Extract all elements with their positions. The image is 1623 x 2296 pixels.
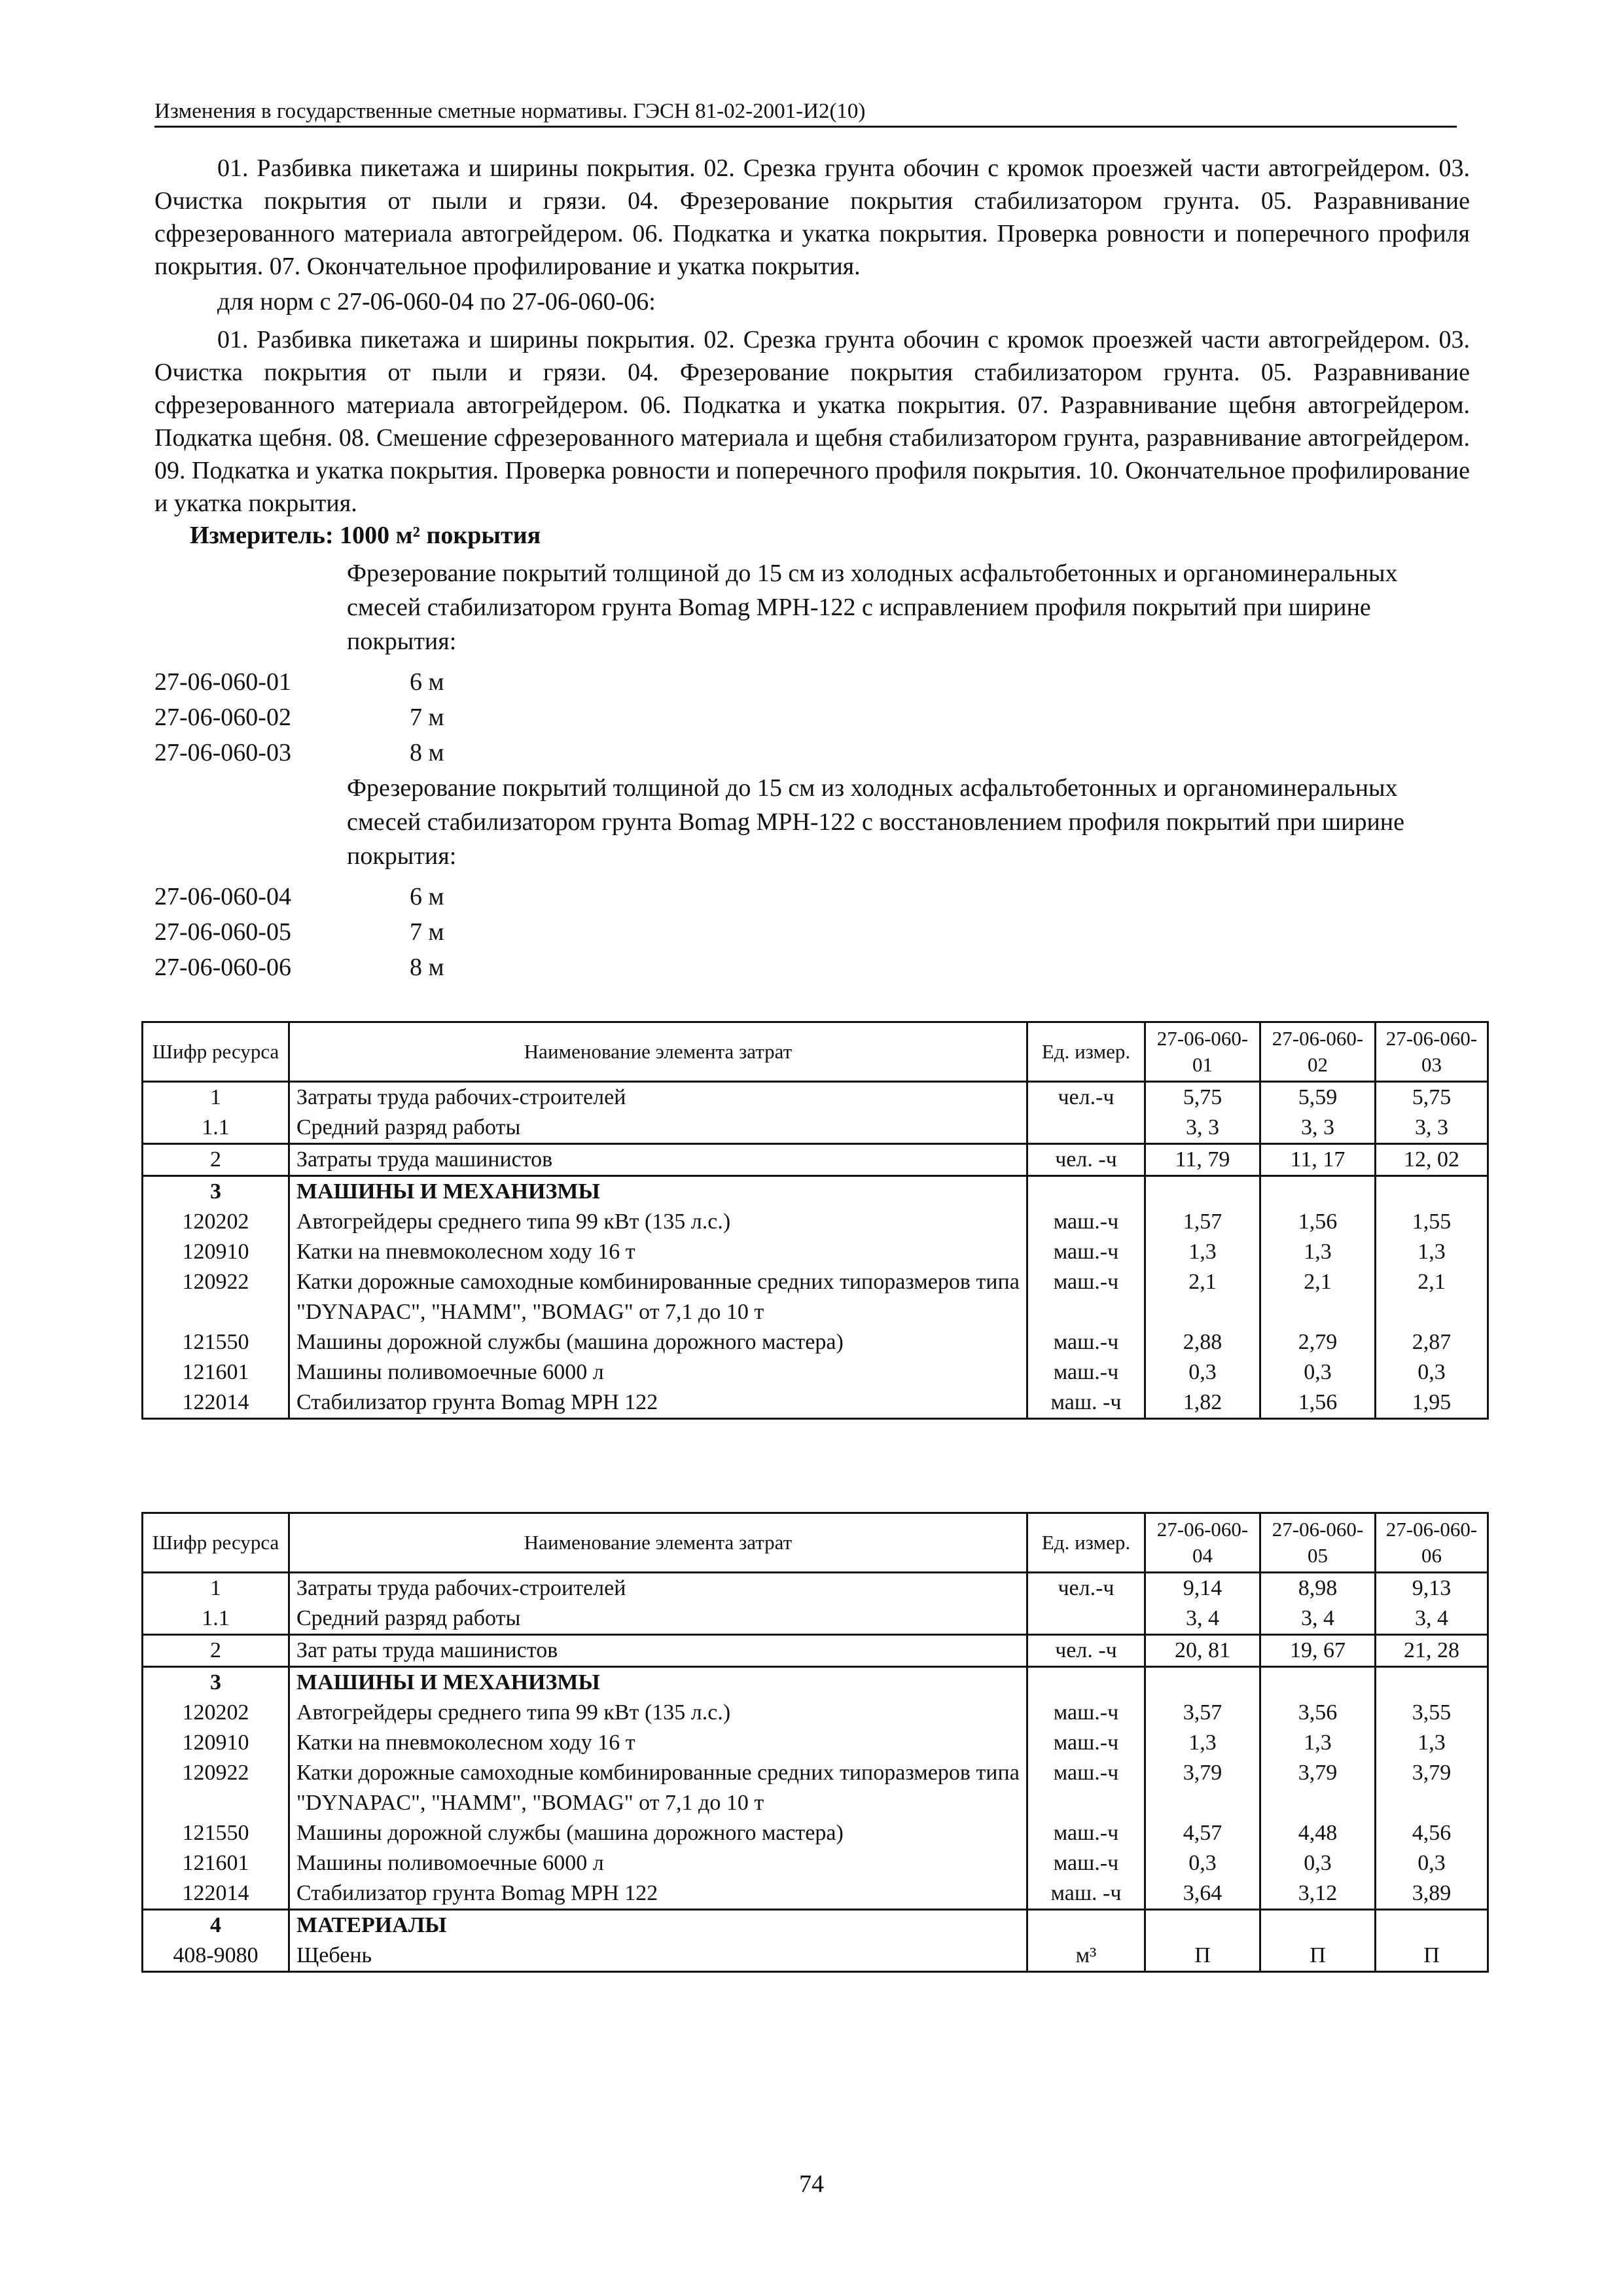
resource-value <box>1260 1176 1376 1208</box>
resource-value <box>1145 1176 1260 1208</box>
resource-name: Машины дорожной службы (машина дорожного мастера) <box>289 1818 1027 1848</box>
page-number: 74 <box>799 2170 824 2198</box>
resource-value: 5,59 <box>1260 1082 1376 1113</box>
resource-unit: чел. -ч <box>1027 1144 1145 1176</box>
resource-unit: маш.-ч <box>1027 1267 1145 1327</box>
resource-unit: маш.-ч <box>1027 1758 1145 1818</box>
resource-name: Машины дорожной службы (машина дорожного мастера) <box>289 1327 1027 1357</box>
header-norm-code: 27-06-060-02 <box>1260 1022 1376 1082</box>
resource-value: 1,3 <box>1145 1237 1260 1267</box>
resource-value: 12, 02 <box>1376 1144 1488 1176</box>
resource-name: Катки на пневмоколесном ходу 16 т <box>289 1237 1027 1267</box>
resource-value: П <box>1145 1941 1260 1972</box>
header-name: Наименование элемента затрат <box>289 1513 1027 1573</box>
resource-value: 1,55 <box>1376 1207 1488 1237</box>
resource-value: 3,79 <box>1376 1758 1488 1818</box>
header-code: Шифр ресурса <box>143 1513 289 1573</box>
norm-code: 27-06-060-04 <box>154 883 291 910</box>
norm-code-row <box>154 882 444 911</box>
table-row <box>143 1667 1488 1698</box>
norm-width: 8 м <box>410 739 444 766</box>
norm-code: 27-06-060-01 <box>154 668 291 696</box>
resource-value: 3, 3 <box>1376 1113 1488 1144</box>
group-2-description: Фрезерование покрытий толщиной до 15 см из холодных асфальтобетонных и органоминеральных смесей стабилизатором грунта Bomag MPH-122 с восстановлением профиля покрытий при ширине покрытия: <box>347 774 1405 870</box>
resource-value: 1,56 <box>1260 1207 1376 1237</box>
table-header-row <box>143 1513 1488 1573</box>
resource-value: 3,79 <box>1260 1758 1376 1818</box>
resource-value: 3, 4 <box>1145 1604 1260 1635</box>
header-code: Шифр ресурса <box>143 1022 289 1082</box>
resource-value: 9,14 <box>1145 1573 1260 1604</box>
norm-code-row <box>154 918 444 946</box>
table-row <box>143 1818 1488 1848</box>
table-header-row <box>143 1022 1488 1082</box>
resource-value: 2,79 <box>1260 1327 1376 1357</box>
resource-value: 2,1 <box>1145 1267 1260 1327</box>
resource-value <box>1145 1667 1260 1698</box>
resource-unit: чел.-ч <box>1027 1082 1145 1113</box>
work-composition-paragraph-1: 01. Разбивка пикетажа и ширины покрытия. 02. Срезка грунта обочин с кромок проезжей части автогрейдером. 03. Очистка покрытия от пыли и грязи. 04. Фрезерование покрытия стабилизатором грунта. 05. Разравнивание сфрезерованного материала автогрейдером. 06. Подкатка и укатка покрытия. Проверка ровности и поперечного профиля покрытия. 07. Окончательное профилирование и укатка покрытия. <box>154 154 1470 280</box>
table-row <box>143 1237 1488 1267</box>
resource-code: 121601 <box>143 1357 289 1388</box>
resource-code: 4 <box>143 1910 289 1941</box>
resource-value <box>1376 1176 1488 1208</box>
resource-unit: маш.-ч <box>1027 1237 1145 1267</box>
table-row <box>143 1910 1488 1941</box>
table-row <box>143 1635 1488 1667</box>
resource-name: Автогрейдеры среднего типа 99 кВт (135 л.с.) <box>289 1698 1027 1728</box>
resource-name: Автогрейдеры среднего типа 99 кВт (135 л.с.) <box>289 1207 1027 1237</box>
resource-unit <box>1027 1176 1145 1208</box>
resource-unit <box>1027 1667 1145 1698</box>
resource-value: 1,56 <box>1260 1388 1376 1419</box>
norm-code: 27-06-060-06 <box>154 954 291 981</box>
resource-code: 122014 <box>143 1878 289 1910</box>
resource-value: 2,1 <box>1376 1267 1488 1327</box>
resource-table-2 <box>141 1512 1489 1973</box>
resource-unit <box>1027 1604 1145 1635</box>
resource-value: 5,75 <box>1145 1082 1260 1113</box>
norm-width: 6 м <box>410 668 444 696</box>
header-unit: Ед. измер. <box>1027 1513 1145 1573</box>
table-row <box>143 1082 1488 1113</box>
resource-value: 2,1 <box>1260 1267 1376 1327</box>
resource-name: Затраты труда машинистов <box>289 1144 1027 1176</box>
resource-name: МАШИНЫ И МЕХАНИЗМЫ <box>289 1176 1027 1208</box>
group-1-description: Фрезерование покрытий толщиной до 15 см из холодных асфальтобетонных и органоминеральных смесей стабилизатором грунта Bomag MPH-122 с исправлением профиля покрытий при ширине покрытия: <box>347 560 1398 655</box>
resource-value: 0,3 <box>1260 1848 1376 1878</box>
resource-value: 1,82 <box>1145 1388 1260 1419</box>
resource-value: 0,3 <box>1145 1357 1260 1388</box>
resource-code: 408-9080 <box>143 1941 289 1972</box>
norm-code-row <box>154 953 444 982</box>
resource-value: 3, 3 <box>1260 1113 1376 1144</box>
header-norm-code: 27-06-060-04 <box>1145 1513 1260 1573</box>
work-composition-paragraph-2: 01. Разбивка пикетажа и ширины покрытия. 02. Срезка грунта обочин с кромок проезжей части автогрейдером. 03. Очистка покрытия от пыли и грязи. 04. Фрезерование покрытия стабилизатором грунта. 05. Разравнивание сфрезерованного материала автогрейдером. 06. Подкатка и укатка покрытия. 07. Разравнивание щебня автогрейдером. Подкатка щебня. 08. Смешение сфрезерованного материала и щебня стабилизатором грунта, разравнивание автогрейдером. 09. Подкатка и укатка покрытия. Проверка ровности и поперечного профиля покрытия. 10. Окончательное профилирование и укатка покрытия. <box>154 326 1470 517</box>
table-row <box>143 1878 1488 1910</box>
resource-value: 1,3 <box>1260 1728 1376 1758</box>
resource-unit: маш.-ч <box>1027 1818 1145 1848</box>
resource-code: 121601 <box>143 1848 289 1878</box>
resource-name: Машины поливомоечные 6000 л <box>289 1848 1027 1878</box>
resource-code: 2 <box>143 1144 289 1176</box>
header-norm-code: 27-06-060-05 <box>1260 1513 1376 1573</box>
norm-code-row <box>154 738 444 767</box>
norm-width: 8 м <box>410 954 444 981</box>
resource-code: 120202 <box>143 1698 289 1728</box>
resource-value: 0,3 <box>1260 1357 1376 1388</box>
resource-name: Стабилизатор грунта Bomag MPH 122 <box>289 1878 1027 1910</box>
resource-name: Средний разряд работы <box>289 1113 1027 1144</box>
table-row <box>143 1207 1488 1237</box>
norm-code-row <box>154 668 444 696</box>
resource-value: 3,56 <box>1260 1698 1376 1728</box>
resource-value: 1,3 <box>1376 1237 1488 1267</box>
header-unit: Ед. измер. <box>1027 1022 1145 1082</box>
resource-unit: маш. -ч <box>1027 1388 1145 1419</box>
resource-name: МАШИНЫ И МЕХАНИЗМЫ <box>289 1667 1027 1698</box>
resource-code: 122014 <box>143 1388 289 1419</box>
resource-value: 3,89 <box>1376 1878 1488 1910</box>
resource-value: 3, 3 <box>1145 1113 1260 1144</box>
resource-code: 121550 <box>143 1818 289 1848</box>
table-row <box>143 1848 1488 1878</box>
resource-value: 3,12 <box>1260 1878 1376 1910</box>
table-row <box>143 1388 1488 1419</box>
resource-value: 3, 4 <box>1376 1604 1488 1635</box>
resource-code: 121550 <box>143 1327 289 1357</box>
resource-unit: маш.-ч <box>1027 1357 1145 1388</box>
resource-value: 11, 17 <box>1260 1144 1376 1176</box>
table-row <box>143 1144 1488 1176</box>
resource-name: Зат раты труда машинистов <box>289 1635 1027 1667</box>
resource-name: Машины поливомоечные 6000 л <box>289 1357 1027 1388</box>
resource-value: 19, 67 <box>1260 1635 1376 1667</box>
resource-value: 1,3 <box>1145 1728 1260 1758</box>
resource-value: 3,55 <box>1376 1698 1488 1728</box>
resource-value: 0,3 <box>1145 1848 1260 1878</box>
resource-table-1 <box>141 1021 1489 1420</box>
table-row <box>143 1176 1488 1208</box>
header-norm-code: 27-06-060-01 <box>1145 1022 1260 1082</box>
table-row <box>143 1113 1488 1144</box>
resource-value: 1,3 <box>1376 1728 1488 1758</box>
resource-value <box>1145 1910 1260 1941</box>
norm-code-row <box>154 703 444 732</box>
resource-code: 3 <box>143 1176 289 1208</box>
resource-code: 1.1 <box>143 1113 289 1144</box>
resource-value: 1,95 <box>1376 1388 1488 1419</box>
table-row <box>143 1758 1488 1818</box>
header-norm-code: 27-06-060-06 <box>1376 1513 1488 1573</box>
resource-unit: маш.-ч <box>1027 1728 1145 1758</box>
resource-value: П <box>1260 1941 1376 1972</box>
resource-unit: маш.-ч <box>1027 1207 1145 1237</box>
resource-unit <box>1027 1113 1145 1144</box>
header-name: Наименование элемента затрат <box>289 1022 1027 1082</box>
resource-unit: чел. -ч <box>1027 1635 1145 1667</box>
resource-name: Стабилизатор грунта Bomag MPH 122 <box>289 1388 1027 1419</box>
resource-unit: маш. -ч <box>1027 1878 1145 1910</box>
table-row <box>143 1698 1488 1728</box>
running-header: Изменения в государственные сметные нормативы. ГЭСН 81-02-2001-И2(10) <box>154 99 1457 128</box>
resource-code: 120910 <box>143 1728 289 1758</box>
resource-value: 3, 4 <box>1260 1604 1376 1635</box>
table-row <box>143 1267 1488 1327</box>
measure-unit: Измеритель: 1000 м² покрытия <box>190 522 541 549</box>
resource-value: 4,57 <box>1145 1818 1260 1848</box>
norm-width: 7 м <box>410 918 444 946</box>
resource-value: 4,48 <box>1260 1818 1376 1848</box>
resource-name: Катки на пневмоколесном ходу 16 т <box>289 1728 1027 1758</box>
resource-value: 11, 79 <box>1145 1144 1260 1176</box>
resource-value: 2,88 <box>1145 1327 1260 1357</box>
resource-unit: м³ <box>1027 1941 1145 1972</box>
resource-value <box>1376 1667 1488 1698</box>
resource-value: 9,13 <box>1376 1573 1488 1604</box>
resource-value: 1,57 <box>1145 1207 1260 1237</box>
norm-width: 6 м <box>410 883 444 910</box>
header-norm-code: 27-06-060-03 <box>1376 1022 1488 1082</box>
table-row <box>143 1941 1488 1972</box>
resource-code: 120922 <box>143 1267 289 1327</box>
resource-value: 0,3 <box>1376 1848 1488 1878</box>
norm-code: 27-06-060-02 <box>154 704 291 731</box>
table-row <box>143 1573 1488 1604</box>
table-row <box>143 1728 1488 1758</box>
resource-value: 2,87 <box>1376 1327 1488 1357</box>
resource-value: 8,98 <box>1260 1573 1376 1604</box>
resource-code: 120202 <box>143 1207 289 1237</box>
resource-code: 1 <box>143 1082 289 1113</box>
resource-value <box>1260 1667 1376 1698</box>
resource-name: Затраты труда рабочих-строителей <box>289 1573 1027 1604</box>
resource-code: 1.1 <box>143 1604 289 1635</box>
resource-code: 3 <box>143 1667 289 1698</box>
resource-value <box>1376 1910 1488 1941</box>
resource-name: Щебень <box>289 1941 1027 1972</box>
resource-code: 1 <box>143 1573 289 1604</box>
resource-value: 0,3 <box>1376 1357 1488 1388</box>
resource-name: Средний разряд работы <box>289 1604 1027 1635</box>
resource-value: 3,64 <box>1145 1878 1260 1910</box>
norm-code: 27-06-060-03 <box>154 739 291 766</box>
resource-name: Катки дорожные самоходные комбинированные средних типоразмеров типа "DYNAPAC", "HAMM", "BOMAG" от 7,1 до 10 т <box>289 1267 1027 1327</box>
resource-unit: маш.-ч <box>1027 1848 1145 1878</box>
norm-code: 27-06-060-05 <box>154 918 291 946</box>
norms-range-heading: для норм с 27-06-060-04 по 27-06-060-06: <box>217 288 656 315</box>
resource-value: 5,75 <box>1376 1082 1488 1113</box>
resource-value <box>1260 1910 1376 1941</box>
resource-code: 120922 <box>143 1758 289 1818</box>
resource-unit: чел.-ч <box>1027 1573 1145 1604</box>
resource-value: П <box>1376 1941 1488 1972</box>
resource-value: 20, 81 <box>1145 1635 1260 1667</box>
resource-value: 21, 28 <box>1376 1635 1488 1667</box>
resource-code: 120910 <box>143 1237 289 1267</box>
resource-value: 3,79 <box>1145 1758 1260 1818</box>
resource-name: Затраты труда рабочих-строителей <box>289 1082 1027 1113</box>
resource-unit <box>1027 1910 1145 1941</box>
resource-name: МАТЕРИАЛЫ <box>289 1910 1027 1941</box>
resource-name: Катки дорожные самоходные комбинированные средних типоразмеров типа "DYNAPAC", "HAMM", "BOMAG" от 7,1 до 10 т <box>289 1758 1027 1818</box>
table-row <box>143 1327 1488 1357</box>
resource-unit: маш.-ч <box>1027 1698 1145 1728</box>
table-row <box>143 1604 1488 1635</box>
norm-width: 7 м <box>410 704 444 731</box>
resource-unit: маш.-ч <box>1027 1327 1145 1357</box>
resource-value: 1,3 <box>1260 1237 1376 1267</box>
resource-code: 2 <box>143 1635 289 1667</box>
table-row <box>143 1357 1488 1388</box>
resource-value: 4,56 <box>1376 1818 1488 1848</box>
resource-value: 3,57 <box>1145 1698 1260 1728</box>
